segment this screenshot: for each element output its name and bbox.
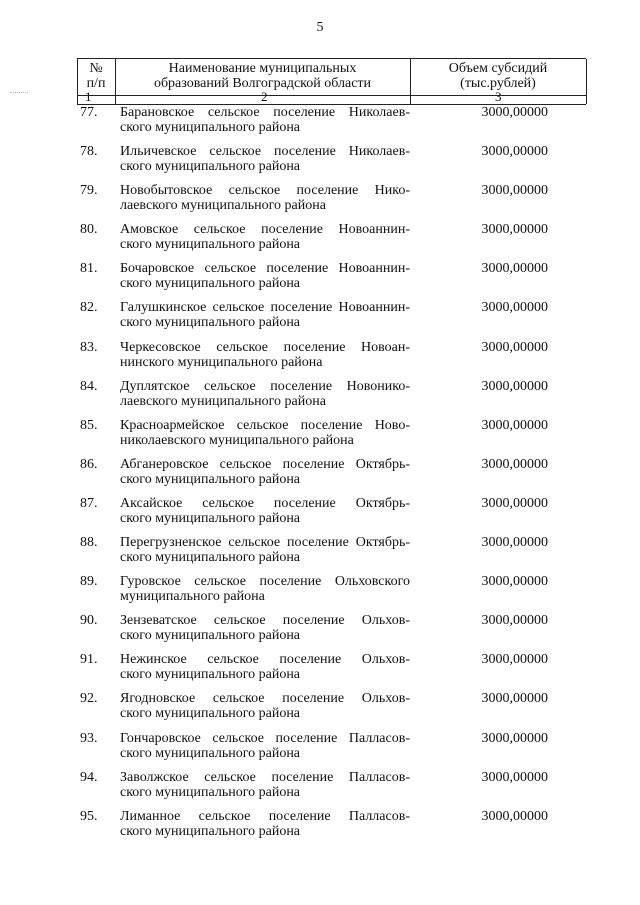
table-row [0, 418, 640, 457]
municipality-name [120, 652, 410, 682]
municipality-name-line: Красноармейское сельское поселение Ново- [120, 417, 410, 433]
municipality-name-line: нинского муниципального района [120, 354, 323, 370]
municipality-name-line: ского муниципального района [120, 510, 301, 526]
column-number-cell [77, 94, 116, 104]
municipality-name [120, 261, 410, 291]
subsidy-amount: 3000,00000 [481, 222, 548, 238]
table-row [0, 809, 640, 848]
table-row [0, 340, 640, 379]
page-number: 5 [316, 20, 324, 35]
header-amount-line: (тыс.рублей) [460, 76, 536, 91]
municipality-name-line: ского муниципального района [120, 315, 301, 331]
table-row [0, 379, 640, 418]
subsidy-amount: 3000,00000 [481, 417, 548, 433]
row-number: 90. [80, 613, 98, 629]
municipality-name-line: ского муниципального района [120, 745, 301, 761]
table-row [0, 535, 640, 574]
row-number: 79. [80, 183, 98, 199]
municipality-name-line: Зензеватское сельское поселение Ольхов- [120, 613, 410, 629]
municipality-name-line: муниципального района [120, 589, 265, 605]
row-number: 85. [80, 417, 98, 433]
row-number: 95. [80, 808, 98, 824]
municipality-name [120, 691, 410, 721]
subsidy-amount: 3000,00000 [481, 652, 548, 668]
header-number-line: п/п [86, 76, 106, 91]
municipality-name-line: Барановское сельское поселение Николаев- [120, 105, 410, 120]
municipality-name-line: Ильичевское сельское поселение Николаев- [120, 144, 410, 160]
header-name-line: Наименование муниципальных [168, 61, 357, 76]
table-row [0, 222, 640, 261]
municipality-name [120, 379, 410, 409]
municipality-name [120, 770, 410, 800]
row-number: 84. [80, 378, 98, 394]
municipality-name [120, 105, 410, 135]
municipality-name-line: николаевского муниципального района [120, 432, 354, 448]
municipality-name [120, 574, 410, 604]
table-row [0, 691, 640, 730]
municipality-name-line: Ягодновское сельское поселение Ольхов- [120, 691, 410, 707]
header-amount-line: Объем субсидий [448, 61, 548, 76]
table-row [0, 731, 640, 770]
header-col-amount [410, 61, 586, 91]
row-number: 89. [80, 574, 98, 590]
subsidy-amount: 3000,00000 [481, 730, 548, 746]
municipality-name-line: ского муниципального района [120, 159, 301, 175]
municipality-name-line: Амовское сельское поселение Новоаннин- [120, 222, 410, 238]
subsidy-amount: 3000,00000 [481, 769, 548, 785]
table-row [0, 261, 640, 300]
municipality-name-line: Дуплятское сельское поселение Новонико- [120, 378, 410, 394]
row-number: 80. [80, 222, 98, 238]
municipality-name-line: лаевского муниципального района [120, 198, 326, 214]
municipality-name-line: ского муниципального района [120, 276, 301, 292]
municipality-name-line: Перегрузненское сельское поселение Октябрь- [120, 535, 410, 551]
municipality-name-line: лаевского муниципального района [120, 393, 326, 409]
subsidy-amount: 3000,00000 [481, 261, 548, 277]
municipality-name-line: Черкесовское сельское поселение Новоан- [120, 339, 410, 355]
table-row [0, 574, 640, 613]
subsidy-amount: 3000,00000 [481, 691, 548, 707]
subsidy-amount: 3000,00000 [481, 613, 548, 629]
row-number: 82. [80, 300, 98, 316]
table-row [0, 457, 640, 496]
municipality-name-line: ского муниципального района [120, 823, 301, 839]
table-row [0, 613, 640, 652]
municipality-name-line: ского муниципального района [120, 784, 301, 800]
municipality-name-line: ского муниципального района [120, 471, 301, 487]
table-row [0, 144, 640, 183]
table-body [0, 105, 640, 848]
subsidy-amount: 3000,00000 [481, 300, 548, 316]
table-row [0, 652, 640, 691]
row-number: 86. [80, 456, 98, 472]
municipality-name-line: ского муниципального района [120, 550, 301, 566]
header-number-line: № [89, 61, 103, 76]
column-number-3: 3 [495, 89, 502, 104]
municipality-name-line: ского муниципального района [120, 667, 301, 683]
column-number-1: 1 [85, 89, 92, 104]
municipality-name-line: Аксайское сельское поселение Октябрь- [120, 495, 410, 511]
row-number: 88. [80, 535, 98, 551]
subsidy-amount: 3000,00000 [481, 495, 548, 511]
municipality-name [120, 183, 410, 213]
municipality-name [120, 300, 410, 330]
municipality-name [120, 222, 410, 252]
municipality-name-line: Новобытовское сельское поселение Нико- [120, 183, 410, 199]
subsidy-amount: 3000,00000 [481, 378, 548, 394]
row-number: 78. [80, 144, 98, 160]
municipality-name-line: Гуровское сельское поселение Ольховского [120, 574, 410, 590]
subsidy-amount: 3000,00000 [481, 105, 548, 120]
row-number: 81. [80, 261, 98, 277]
municipality-name [120, 731, 410, 761]
table-row [0, 770, 640, 809]
row-number: 94. [80, 769, 98, 785]
row-number: 77. [80, 105, 98, 120]
municipality-name-line: Лиманное сельское поселение Палласов- [120, 808, 410, 824]
municipality-name-line: Заволжское сельское поселение Палласов- [120, 769, 410, 785]
subsidy-amount: 3000,00000 [481, 456, 548, 472]
header-col-number [77, 61, 115, 91]
municipality-name-line: ского муниципального района [120, 120, 301, 135]
municipality-name-line: ского муниципального района [120, 706, 301, 722]
table-header [77, 58, 586, 96]
municipality-name-line: ского муниципального района [120, 237, 301, 253]
municipality-name [120, 496, 410, 526]
subsidy-amount: 3000,00000 [481, 535, 548, 551]
municipality-name-line: Нежинское сельское поселение Ольхов- [120, 652, 410, 668]
municipality-name-line: Бочаровское сельское поселение Новоаннин- [120, 261, 410, 277]
municipality-name-line: Гончаровское сельское поселение Палласов- [120, 730, 410, 746]
header-col-name [115, 61, 410, 91]
subsidy-amount: 3000,00000 [481, 808, 548, 824]
column-numbers-row [77, 89, 586, 105]
column-number-2: 2 [261, 89, 268, 104]
municipality-name [120, 535, 410, 565]
header-name-line: образований Волгоградской области [153, 76, 372, 91]
municipality-name-line: Абганеровское сельское поселение Октябрь- [120, 456, 410, 472]
row-number: 92. [80, 691, 98, 707]
scan-mark [10, 92, 28, 93]
municipality-name-line: Галушкинское сельское поселение Новоаннин- [120, 300, 410, 316]
subsidy-amount: 3000,00000 [481, 144, 548, 160]
table-row [0, 105, 640, 144]
municipality-name [120, 457, 410, 487]
municipality-name [120, 809, 410, 839]
table-row [0, 183, 640, 222]
table-row [0, 496, 640, 535]
table-row [0, 300, 640, 339]
row-number: 83. [80, 339, 98, 355]
subsidy-amount: 3000,00000 [481, 574, 548, 590]
municipality-name-line: ского муниципального района [120, 628, 301, 644]
municipality-name [120, 613, 410, 643]
row-number: 87. [80, 495, 98, 511]
subsidy-amount: 3000,00000 [481, 339, 548, 355]
municipality-name [120, 418, 410, 448]
row-number: 91. [80, 652, 98, 668]
municipality-name [120, 144, 410, 174]
subsidy-amount: 3000,00000 [481, 183, 548, 199]
row-number: 93. [80, 730, 98, 746]
municipality-name [120, 340, 410, 370]
